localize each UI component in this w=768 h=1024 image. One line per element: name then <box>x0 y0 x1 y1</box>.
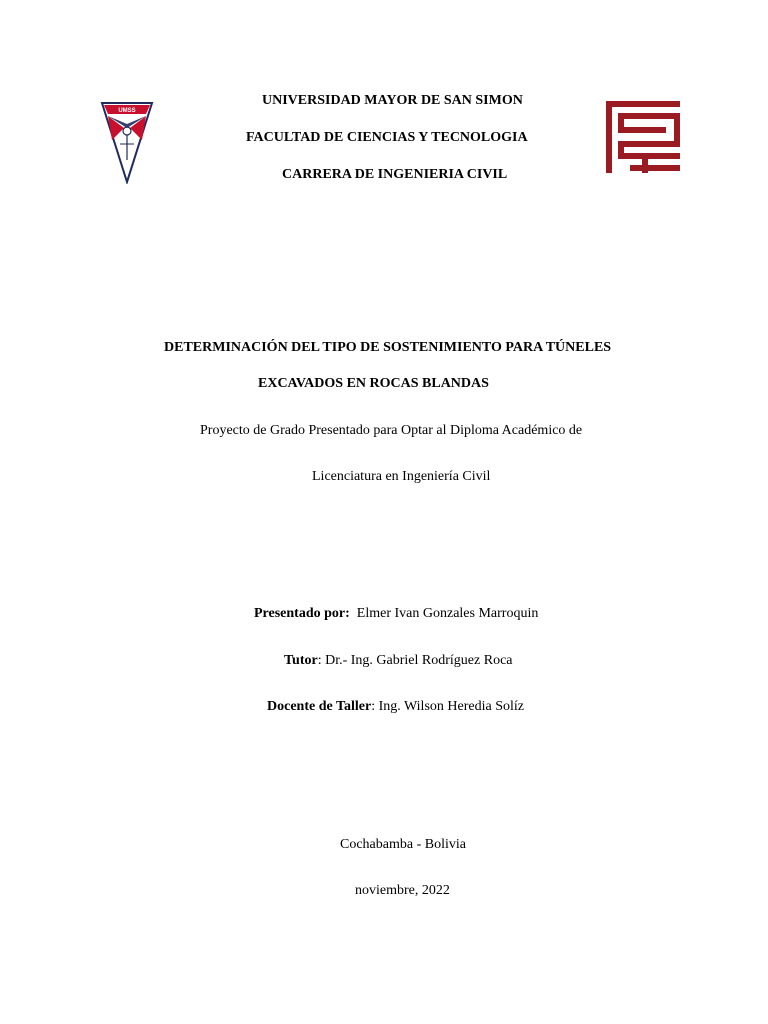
tutor-value: : Dr.- Ing. Gabriel Rodríguez Roca <box>317 653 513 668</box>
subtitle-line-2: Licenciatura en Ingeniería Civil <box>312 469 491 484</box>
docente-de-taller <box>0 698 524 716</box>
career-name: CARRERA DE INGENIERIA CIVIL <box>282 167 508 182</box>
docente-value: : Ing. Wilson Heredia Solíz <box>371 699 524 714</box>
subtitle-line-1: Proyecto de Grado Presentado para Optar al Diploma Académico de <box>200 423 583 438</box>
faculty-name: FACULTAD DE CIENCIAS Y TECNOLOGIA <box>246 130 528 145</box>
thesis-title-line-1: DETERMINACIÓN DEL TIPO DE SOSTENIMIENTO PARA TÚNELES <box>164 340 612 355</box>
presented-by <box>0 605 538 623</box>
tutor-label: Tutor <box>284 653 318 668</box>
presented-by-label: Presentado por: <box>254 606 350 621</box>
tutor <box>0 652 513 670</box>
place: Cochabamba - Bolivia <box>340 837 466 852</box>
presented-by-value: Elmer Ivan Gonzales Marroquin <box>356 606 539 621</box>
thesis-title-line-2: EXCAVADOS EN ROCAS BLANDAS <box>258 376 489 391</box>
date: noviembre, 2022 <box>355 883 450 898</box>
docente-label: Docente de Taller <box>267 699 372 714</box>
fcyt-maze-icon <box>606 101 680 173</box>
university-name: UNIVERSIDAD MAYOR DE SAN SIMON <box>262 93 523 108</box>
umss-logo-text: UMSS <box>118 108 136 114</box>
